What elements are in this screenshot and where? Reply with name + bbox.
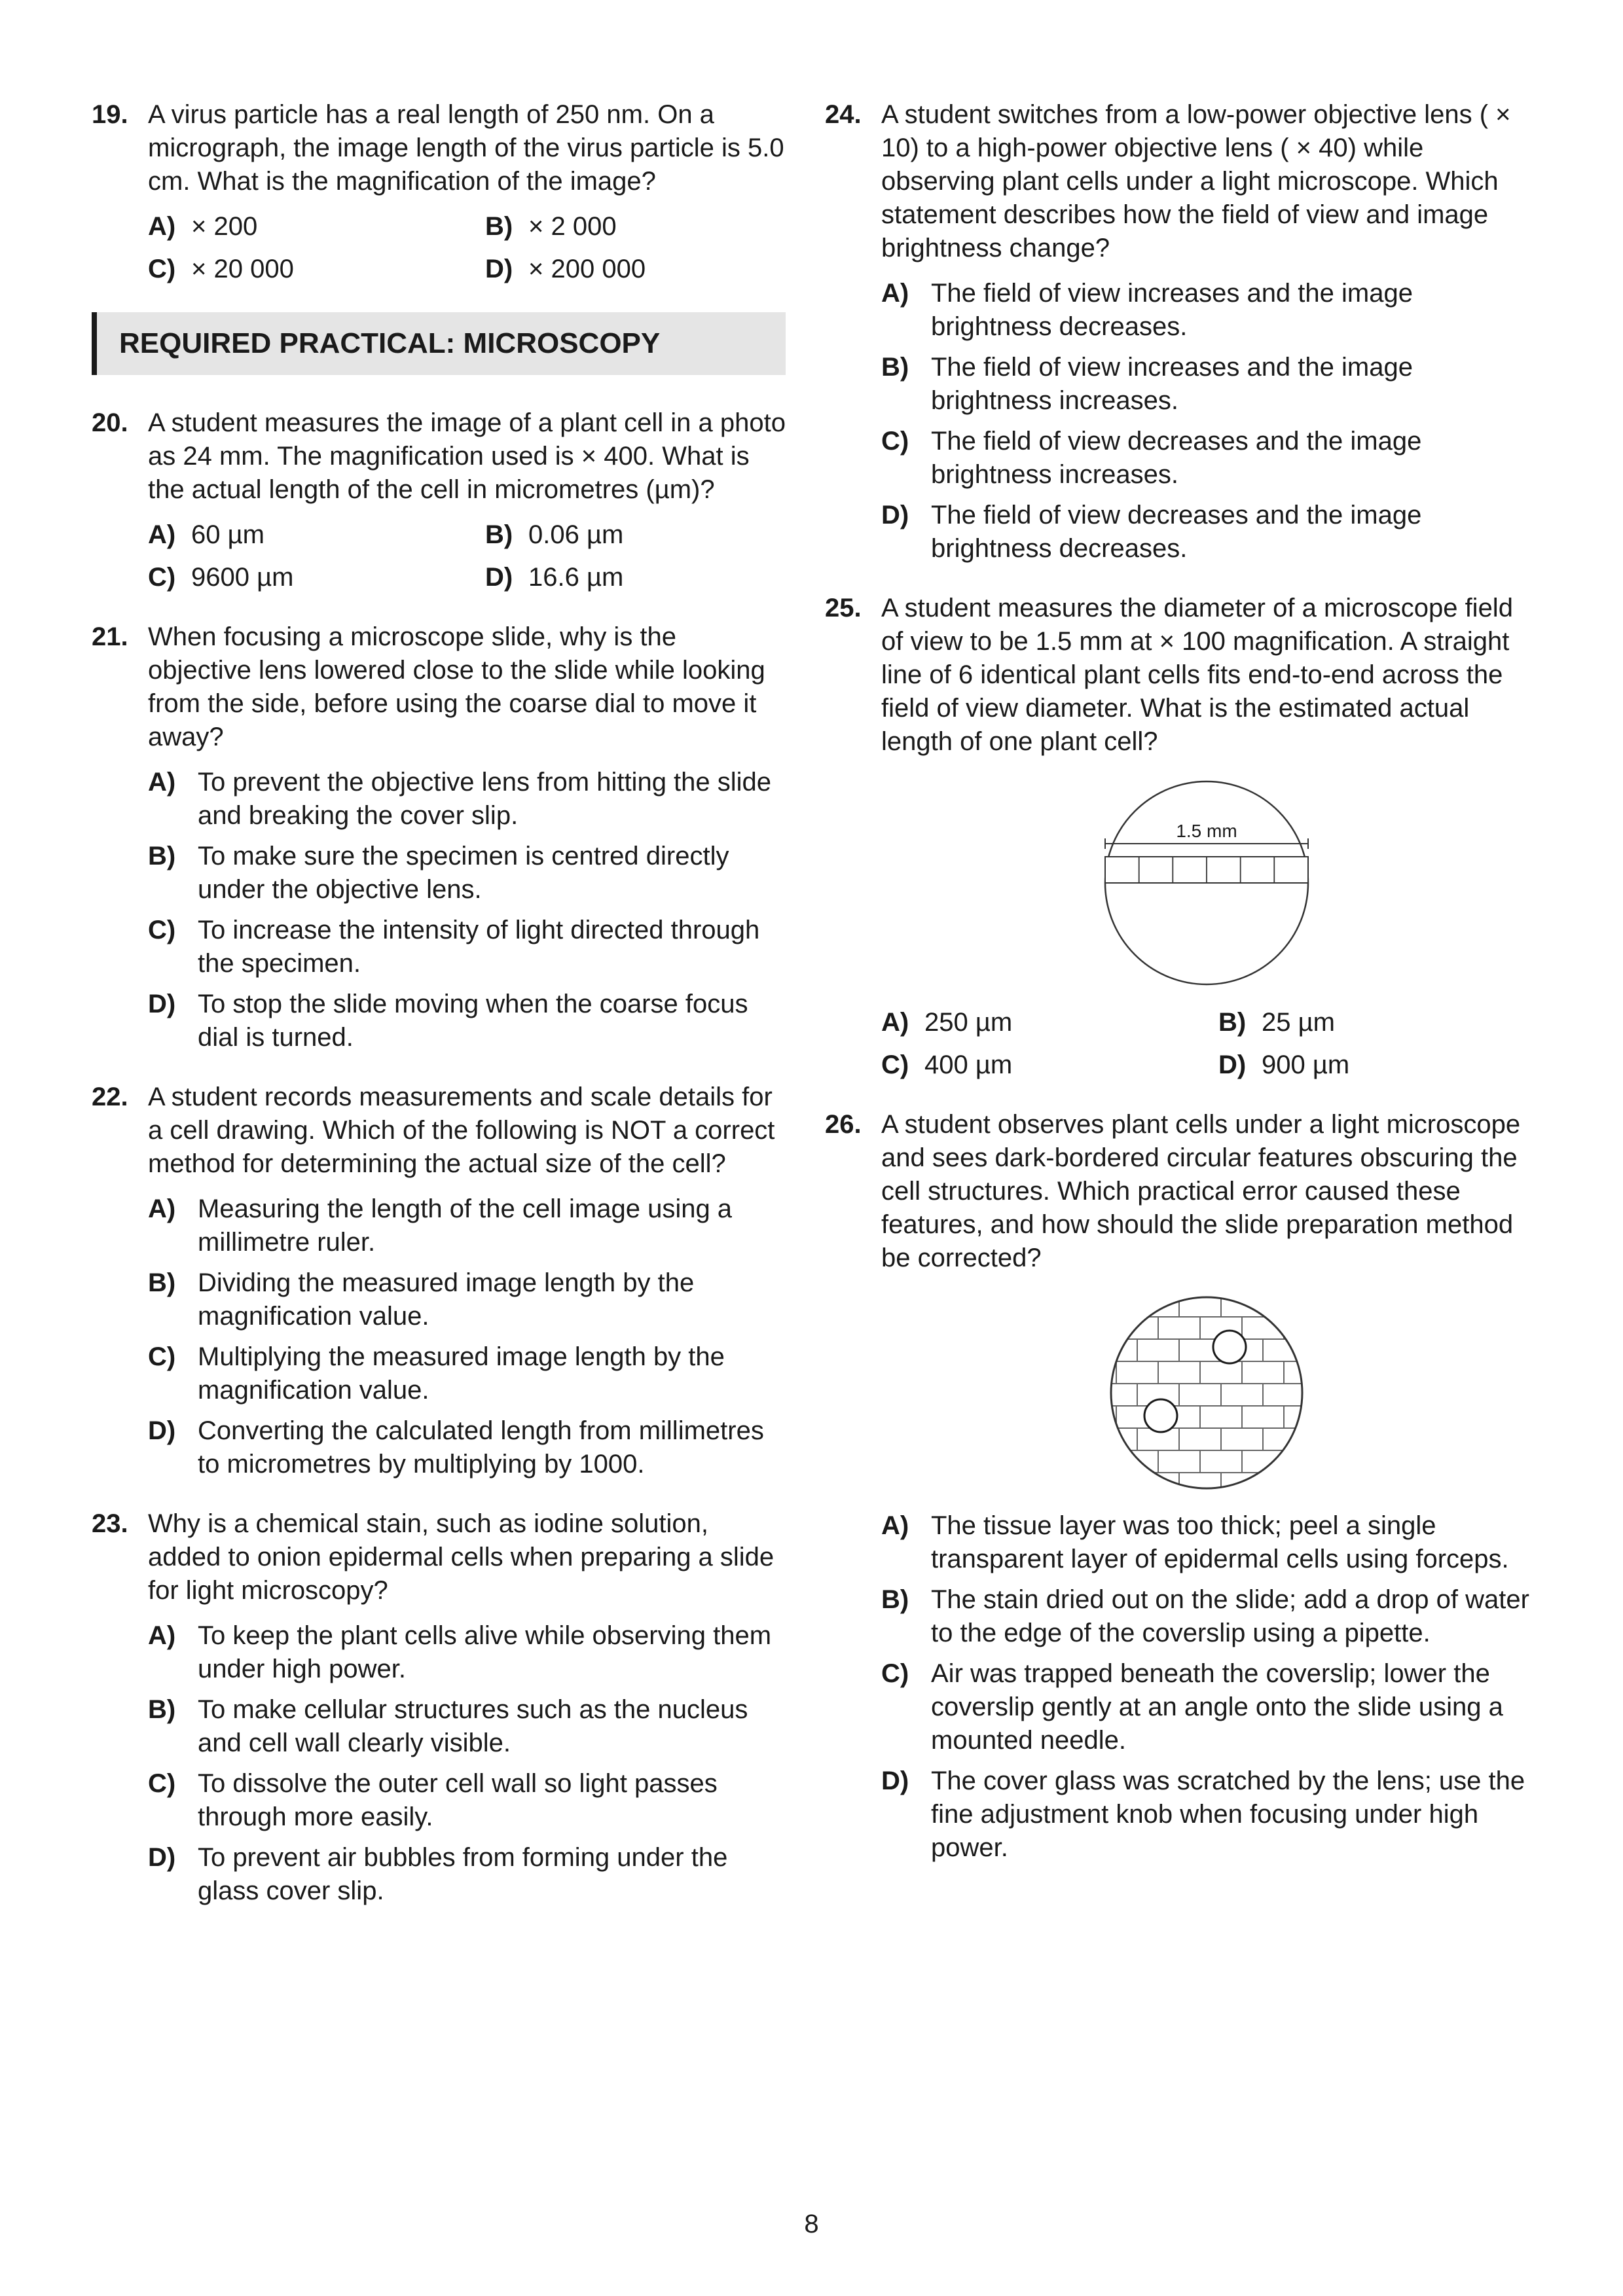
page-number: 8 (804, 2210, 819, 2238)
answer-options (881, 277, 1532, 565)
section-header: REQUIRED PRACTICAL: MICROSCOPY (92, 312, 786, 375)
left-column (92, 98, 786, 1934)
option-b: B) To make sure the specimen is centred directly under the objective lens. (148, 842, 729, 904)
option-a: A) To keep the plant cells alive while observing them under high power. (148, 1621, 772, 1683)
question-text: When focusing a microscope slide, why is the objective lens lowered close to the slide while looking from the side, before using the coarse dial to move it away? (148, 622, 765, 751)
option-a: A) × 200 (148, 212, 258, 241)
cells-with-bubbles-figure (881, 1295, 1532, 1491)
option-c: C) To dissolve the outer cell wall so light passes through more easily. (148, 1769, 718, 1831)
option-c: C) × 20 000 (148, 255, 294, 283)
option-d: D) To stop the slide moving when the coarse focus dial is turned. (148, 990, 748, 1052)
question-text: A student measures the diameter of a microscope field of view to be 1.5 mm at × 100 magnification. A straight line of 6 identical plant cells fits end-to-end across the field of view diameter. What is the estimated actual length of one plant cell? (881, 594, 1513, 756)
question-21 (92, 620, 786, 1054)
answer-options (148, 1193, 786, 1481)
option-c: C) 9600 µm (148, 563, 294, 592)
option-a: A) 60 µm (148, 520, 264, 549)
question-text: A student observes plant cells under a light microscope and sees dark-bordered circular features obscuring the cell structures. Which practical error caused these features, and how should the slide preparation method be corrected? (881, 1110, 1521, 1272)
field-of-view-figure (881, 778, 1532, 988)
question-25 (825, 592, 1532, 1082)
answer-options (148, 1619, 786, 1908)
field-of-view-diagram (1102, 778, 1311, 988)
question-text: A virus particle has a real length of 250 nm. On a micrograph, the image length of the virus particle is 5.0 cm. What is the magnification of the image? (148, 100, 784, 196)
question-26 (825, 1108, 1532, 1865)
option-a: A) The field of view increases and the image brightness decreases. (881, 279, 1413, 341)
answer-options (148, 766, 786, 1054)
option-b: B) To make cellular structures such as the nucleus and cell wall clearly visible. (148, 1695, 748, 1757)
option-d: D) Converting the calculated length from millimetres to micrometres by multiplying by 1000. (148, 1416, 764, 1479)
option-c: C) 400 µm (881, 1050, 1013, 1079)
question-number: 24. (825, 100, 862, 129)
option-c: C) To increase the intensity of light directed through the specimen. (148, 916, 760, 978)
air-bubble (1213, 1331, 1246, 1363)
question-23 (92, 1507, 786, 1908)
question-20 (92, 406, 786, 594)
question-number: 26. (825, 1110, 862, 1139)
right-column (825, 98, 1532, 1891)
option-d: D) To prevent air bubbles from forming under the glass cover slip. (148, 1843, 728, 1905)
option-d: D) The cover glass was scratched by the lens; use the fine adjustment knob when focusing under high power. (881, 1767, 1525, 1862)
plant-cells-diagram (1108, 1295, 1305, 1491)
question-number: 25. (825, 594, 862, 622)
option-c: C) Air was trapped beneath the coverslip; lower the coverslip gently at an angle onto the slide using a mounted needle. (881, 1659, 1503, 1755)
question-text: A student switches from a low-power objective lens ( × 10) to a high-power objective lens ( × 40) while observing plant cells under a light microscope. Which statement describes how the field of view and image brightness change? (881, 100, 1511, 262)
option-a: A) 250 µm (881, 1008, 1013, 1037)
answer-options (148, 210, 786, 286)
option-b: B) 25 µm (1218, 1008, 1335, 1037)
option-b: B) The stain dried out on the slide; add a drop of water to the edge of the coverslip using a pipette. (881, 1585, 1529, 1647)
answer-options (881, 1509, 1532, 1865)
option-c: C) Multiplying the measured image length by the magnification value. (148, 1342, 725, 1405)
question-24 (825, 98, 1532, 565)
answer-options (881, 1006, 1532, 1082)
option-a: A) To prevent the objective lens from hitting the slide and breaking the cover slip. (148, 768, 772, 830)
option-d: D) 900 µm (1218, 1050, 1350, 1079)
option-b: B) × 2 000 (485, 212, 617, 241)
question-number: 19. (92, 100, 128, 129)
option-d: D) The field of view decreases and the image brightness decreases. (881, 501, 1422, 563)
option-b: B) 0.06 µm (485, 520, 624, 549)
option-b: B) The field of view increases and the image brightness increases. (881, 353, 1413, 415)
option-d: D) × 200 000 (485, 255, 646, 283)
question-19 (92, 98, 786, 286)
option-c: C) The field of view decreases and the image brightness increases. (881, 427, 1422, 489)
question-text: Why is a chemical stain, such as iodine solution, added to onion epidermal cells when preparing a slide for light microscopy? (148, 1509, 775, 1605)
question-text: A student records measurements and scale details for a cell drawing. Which of the following is NOT a correct method for determining the actual size of the cell? (148, 1083, 775, 1178)
option-a: A) Measuring the length of the cell image using a millimetre ruler. (148, 1194, 733, 1257)
scale-label: 1.5 mm (1176, 821, 1237, 841)
air-bubble (1144, 1399, 1177, 1432)
question-22 (92, 1081, 786, 1481)
question-number: 21. (92, 622, 128, 651)
question-number: 20. (92, 408, 128, 437)
answer-options (148, 518, 786, 594)
question-number: 23. (92, 1509, 128, 1538)
question-text: A student measures the image of a plant cell in a photo as 24 mm. The magnification used is × 400. What is the actual length of the cell in micrometres (µm)? (148, 408, 786, 504)
option-b: B) Dividing the measured image length by the magnification value. (148, 1268, 695, 1331)
option-d: D) 16.6 µm (485, 563, 624, 592)
option-a: A) The tissue layer was too thick; peel a single transparent layer of epidermal cells using forceps. (881, 1511, 1509, 1573)
question-number: 22. (92, 1083, 128, 1111)
